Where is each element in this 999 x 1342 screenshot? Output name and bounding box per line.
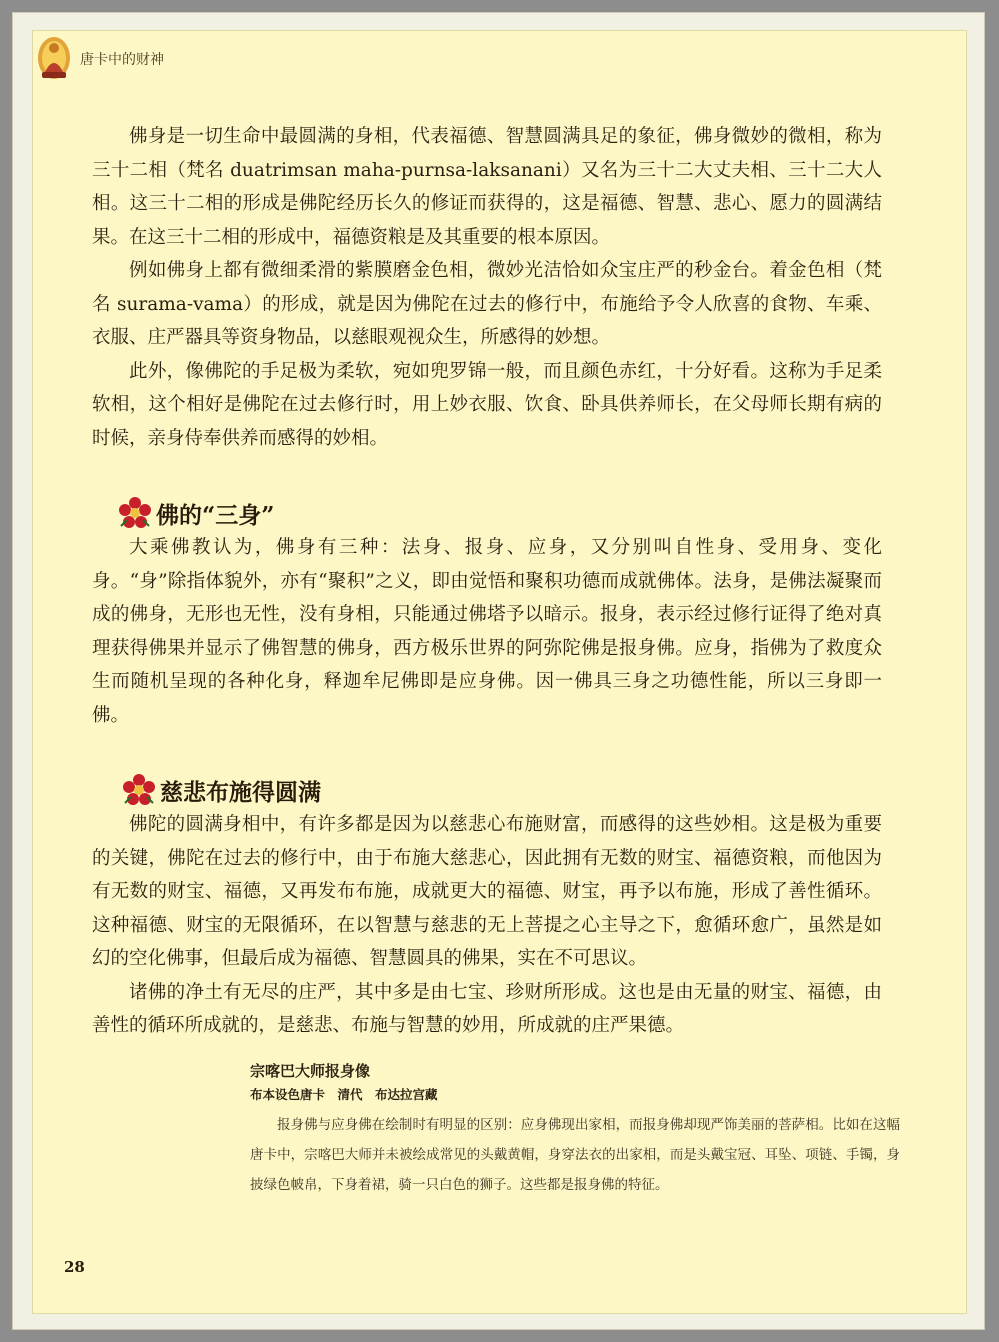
intro-paragraph: 例如佛身上都有微细柔滑的紫膜磨金色相，微妙光洁恰如众宝庄严的秒金台。着金色相（梵名 surama-vama）的形成，就是因为佛陀在过去的修行中，布施给予令人欣喜的食物、车乘、衣服、庄严器具等资身物品，以慈眼观视众生，所感得的妙想。 bbox=[92, 260, 882, 348]
section1-paragraph: 大乘佛教认为，佛身有三种：法身、报身、应身，又分别叫自性身、受用身、变化身。“身”除指体貌外，亦有“聚积”之义，即由觉悟和聚积功德而成就佛体。法身，是佛法凝聚而成的佛身，无形也无性，没有身相，只能通过佛塔予以暗示。报身，表示经过修行证得了绝对真理获得佛果并显示了佛智慧的佛身，西方极乐世界的阿弥陀佛是报身佛。应身，指佛为了救度众生而随机呈现的各种化身，释迦牟尼佛即是应身佛。因一佛具三身之功德性能，所以三身即一佛。 bbox=[92, 537, 882, 726]
intro-paragraph: 此外，像佛陀的手足极为柔软，宛如兜罗锦一般，而且颜色赤红，十分好看。这称为手足柔软相，这个相好是佛陀在过去修行时，用上妙衣服、饮食、卧具供养师长，在父母师长期有病的时候，亲身侍奉供养而感得的妙相。 bbox=[92, 360, 882, 449]
header-title: 唐卡中的财神 bbox=[80, 52, 164, 68]
section2-text bbox=[92, 808, 882, 1043]
buddha-icon bbox=[36, 36, 72, 82]
flower-icon bbox=[122, 773, 156, 807]
caption-subtitle: 布本设色唐卡 清代 布达拉宫藏 bbox=[250, 1087, 438, 1102]
section-heading-compassion bbox=[122, 773, 321, 807]
page-number: 28 bbox=[64, 1258, 85, 1276]
intro-paragraph: 佛身是一切生命中最圆满的身相，代表福德、智慧圆满具足的象征，佛身微妙的微相，称为三十二相（梵名 duatrimsan maha-purnsa-laksanani）又名为三十二大丈夫相、三十二大人相。这三十二相的形成是佛陀经历长久的修证而获得的，这是福德、智慧、悲心、愿力的圆满结果。在这三十二相的形成中，福德资粮是及其重要的根本原因。 bbox=[92, 126, 882, 248]
caption-text: 报身佛与应身佛在绘制时有明显的区别：应身佛现出家相，而报身佛却现严饰美丽的菩萨相。比如在这幅唐卡中，宗喀巴大师并未被绘成常见的头戴黄帽，身穿法衣的出家相，而是头戴宝冠、耳坠、项链、手镯，身披绿色帔帛，下身着裙，骑一只白色的狮子。这些都是报身佛的特征。 bbox=[250, 1117, 900, 1193]
section-heading-three-bodies bbox=[118, 496, 274, 530]
running-header bbox=[36, 36, 164, 82]
section2-paragraph: 佛陀的圆满身相中，有许多都是因为以慈悲心布施财富，而感得的这些妙相。这是极为重要的关键，佛陀在过去的修行中，由于布施大慈悲心，因此拥有无数的财宝、福德资粮，而他因为有无数的财宝、福德，又再发布布施，成就更大的福德、财宝，再予以布施，形成了善性循环。这种福德、财宝的无限循环，在以智慧与慈悲的无上菩提之心主导之下，愈循环愈广，虽然是如幻的空化佛事，但最后成为福德、智慧圆具的佛果，实在不可思议。 bbox=[92, 814, 882, 969]
caption-title: 宗喀巴大师报身像 bbox=[250, 1062, 371, 1080]
section1-text bbox=[92, 531, 882, 732]
flower-icon bbox=[118, 496, 152, 530]
section-heading-text: 佛的“三身” bbox=[156, 501, 275, 529]
section2-paragraph: 诸佛的净土有无尽的庄严，其中多是由七宝、珍财所形成。这也是由无量的财宝、福德，由善性的循环所成就的，是慈悲、布施与智慧的妙用，所成就的庄严果德。 bbox=[92, 981, 882, 1036]
intro-text bbox=[92, 120, 882, 455]
image-caption bbox=[250, 1058, 900, 1200]
section-heading-text: 慈悲布施得圆满 bbox=[160, 778, 321, 806]
